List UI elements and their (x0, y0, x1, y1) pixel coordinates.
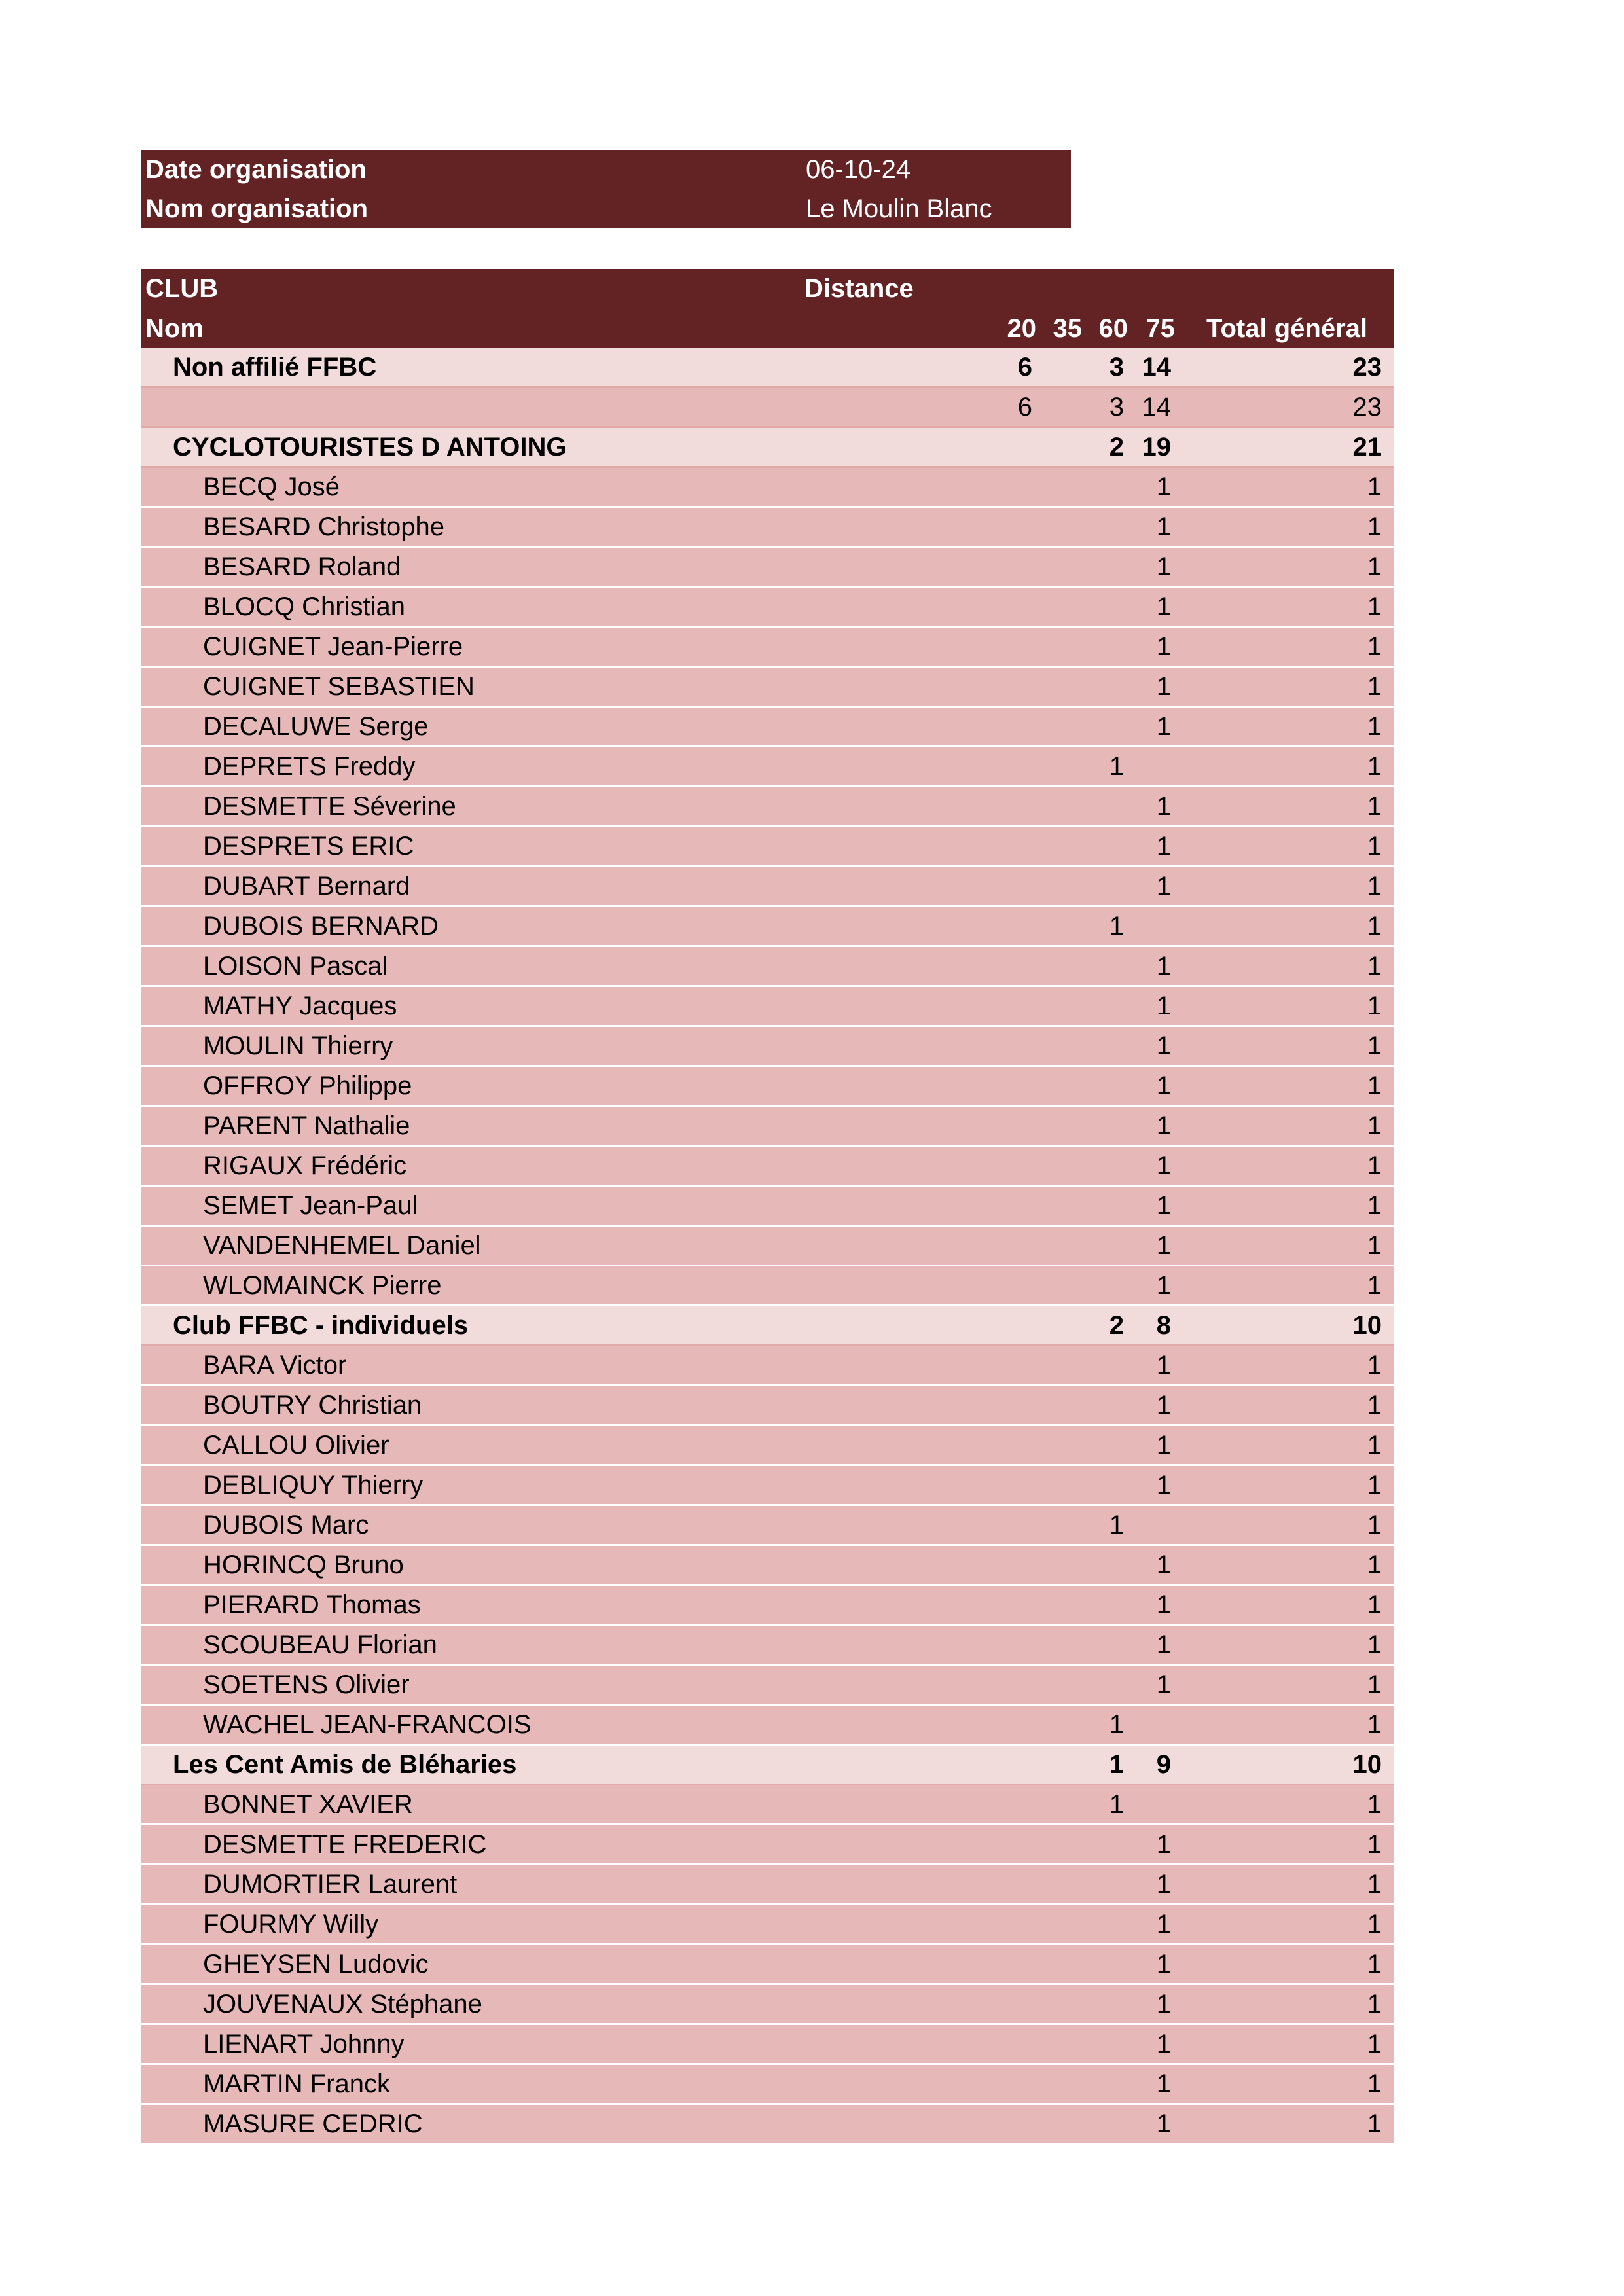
total-cell: 1 (1367, 1949, 1382, 1979)
total-cell: 1 (1367, 632, 1382, 661)
participants-table (141, 269, 1394, 2145)
row-name: DUMORTIER Laurent (203, 1869, 458, 1899)
table-row (141, 1945, 1394, 1985)
distance-75-cell: 1 (1156, 672, 1171, 701)
organisation-name-row (141, 189, 1071, 228)
distance-75-cell: 1 (1156, 552, 1171, 581)
row-name: MARTIN Franck (203, 2069, 390, 2098)
table-row (141, 1067, 1394, 1107)
table-row (141, 668, 1394, 708)
total-cell: 1 (1367, 512, 1382, 541)
total-cell: 1 (1367, 1789, 1382, 1819)
distance-75-header: 75 (1146, 314, 1175, 343)
total-cell: 1 (1367, 1510, 1382, 1539)
row-name: MASURE CEDRIC (203, 2109, 423, 2138)
club-header: CLUB (145, 274, 219, 303)
distance-75-cell: 1 (1156, 871, 1171, 901)
table-row (141, 787, 1394, 827)
club-row (141, 1746, 1394, 1785)
total-cell: 1 (1367, 1111, 1382, 1140)
distance-75-cell: 1 (1156, 2029, 1171, 2058)
club-row (141, 428, 1394, 468)
total-cell: 1 (1367, 1390, 1382, 1420)
table-row (141, 388, 1394, 428)
distance-75-cell: 1 (1156, 711, 1171, 741)
total-cell: 1 (1367, 1989, 1382, 2018)
distance-20-header: 20 (1007, 314, 1036, 343)
row-name: Non affilié FFBC (173, 352, 377, 382)
total-cell: 1 (1367, 1031, 1382, 1060)
total-cell: 1 (1367, 672, 1382, 701)
table-row (141, 867, 1394, 907)
row-name: CUIGNET SEBASTIEN (203, 672, 475, 701)
total-cell: 1 (1367, 1670, 1382, 1699)
organisation-info (141, 150, 1071, 228)
distance-20-cell: 6 (1017, 392, 1032, 422)
table-row (141, 1626, 1394, 1666)
distance-75-cell: 1 (1156, 951, 1171, 980)
table-row (141, 1346, 1394, 1386)
distance-75-cell: 1 (1156, 1230, 1171, 1260)
row-name: CUIGNET Jean-Pierre (203, 632, 463, 661)
row-name: DUBOIS BERNARD (203, 911, 439, 941)
distance-75-cell: 1 (1156, 1390, 1171, 1420)
row-name: GHEYSEN Ludovic (203, 1949, 429, 1979)
table-row (141, 947, 1394, 987)
total-cell: 1 (1367, 871, 1382, 901)
table-row (141, 708, 1394, 747)
distance-75-cell: 14 (1142, 352, 1171, 382)
distance-60-cell: 3 (1109, 392, 1124, 422)
distance-75-cell: 1 (1156, 1949, 1171, 1979)
total-cell: 1 (1367, 911, 1382, 941)
distance-60-cell: 1 (1109, 1710, 1124, 1739)
table-row (141, 588, 1394, 628)
nom-header: Nom (145, 314, 204, 343)
table-row (141, 1107, 1394, 1147)
total-cell: 1 (1367, 991, 1382, 1020)
distance-75-cell: 1 (1156, 1031, 1171, 1060)
total-header: Total général (1206, 314, 1367, 343)
distance-60-cell: 1 (1109, 1749, 1124, 1779)
row-name: BECQ José (203, 472, 340, 501)
row-name: LIENART Johnny (203, 2029, 405, 2058)
total-cell: 23 (1352, 392, 1382, 422)
table-row (141, 1386, 1394, 1426)
distance-75-cell: 9 (1156, 1749, 1171, 1779)
row-name: FOURMY Willy (203, 1909, 379, 1939)
distance-75-cell: 1 (1156, 831, 1171, 861)
distance-60-cell: 1 (1109, 1789, 1124, 1819)
total-cell: 1 (1367, 1191, 1382, 1220)
table-row (141, 1706, 1394, 1746)
table-row (141, 1865, 1394, 1905)
row-name: DEPRETS Freddy (203, 751, 416, 781)
table-row (141, 1785, 1394, 1825)
distance-75-cell: 1 (1156, 1111, 1171, 1140)
row-name: DUBOIS Marc (203, 1510, 369, 1539)
table-row (141, 1506, 1394, 1546)
row-name: BLOCQ Christian (203, 592, 405, 621)
row-name: MOULIN Thierry (203, 1031, 393, 1060)
total-cell: 1 (1367, 1350, 1382, 1380)
row-name: SOETENS Olivier (203, 1670, 410, 1699)
row-name: LOISON Pascal (203, 951, 388, 980)
row-name: DESMETTE FREDERIC (203, 1829, 487, 1859)
table-row (141, 2025, 1394, 2065)
table-row (141, 747, 1394, 787)
row-name: PIERARD Thomas (203, 1590, 421, 1619)
row-name: DEBLIQUY Thierry (203, 1470, 424, 1499)
total-cell: 23 (1352, 352, 1382, 382)
distance-75-cell: 1 (1156, 472, 1171, 501)
total-cell: 10 (1352, 1749, 1382, 1779)
total-cell: 1 (1367, 472, 1382, 501)
row-name: JOUVENAUX Stéphane (203, 1989, 482, 2018)
table-row (141, 1905, 1394, 1945)
distance-75-cell: 1 (1156, 791, 1171, 821)
distance-75-cell: 1 (1156, 1430, 1171, 1460)
total-cell: 1 (1367, 711, 1382, 741)
date-row (141, 150, 1071, 189)
row-name: VANDENHEMEL Daniel (203, 1230, 481, 1260)
distance-20-cell: 6 (1017, 352, 1032, 382)
club-row (141, 1306, 1394, 1346)
total-cell: 1 (1367, 1071, 1382, 1100)
table-row (141, 1187, 1394, 1227)
row-name: RIGAUX Frédéric (203, 1151, 407, 1180)
organisation-name-value: Le Moulin Blanc (806, 194, 992, 223)
distance-75-cell: 1 (1156, 991, 1171, 1020)
distance-75-cell: 1 (1156, 1071, 1171, 1100)
distance-60-cell: 1 (1109, 1510, 1124, 1539)
table-row (141, 508, 1394, 548)
total-cell: 21 (1352, 432, 1382, 461)
total-cell: 1 (1367, 1270, 1382, 1300)
row-name: DESMETTE Séverine (203, 791, 456, 821)
total-cell: 1 (1367, 1710, 1382, 1739)
table-row (141, 548, 1394, 588)
table-row (141, 907, 1394, 947)
distance-75-cell: 1 (1156, 1191, 1171, 1220)
row-name: Club FFBC - individuels (173, 1310, 469, 1340)
distance-75-cell: 1 (1156, 1869, 1171, 1899)
total-cell: 1 (1367, 592, 1382, 621)
distance-75-cell: 1 (1156, 1470, 1171, 1499)
distance-75-cell: 1 (1156, 1829, 1171, 1859)
table-row (141, 1546, 1394, 1586)
header-row-nom (141, 309, 1394, 348)
row-name: HORINCQ Bruno (203, 1550, 404, 1579)
total-cell: 1 (1367, 751, 1382, 781)
table-body (141, 348, 1394, 2145)
table-row (141, 1426, 1394, 1466)
distance-60-cell: 2 (1109, 1310, 1124, 1340)
row-name: SCOUBEAU Florian (203, 1630, 437, 1659)
date-value: 06-10-24 (806, 154, 911, 184)
table-row (141, 1266, 1394, 1306)
row-name: DUBART Bernard (203, 871, 410, 901)
row-name: OFFROY Philippe (203, 1071, 412, 1100)
table-row (141, 1027, 1394, 1067)
table-row (141, 2105, 1394, 2145)
row-name: BESARD Roland (203, 552, 401, 581)
total-cell: 1 (1367, 1590, 1382, 1619)
distance-60-header: 60 (1098, 314, 1128, 343)
table-row (141, 2065, 1394, 2105)
row-name: DECALUWE Serge (203, 711, 429, 741)
row-name: CYCLOTOURISTES D ANTOING (173, 432, 567, 461)
row-name: PARENT Nathalie (203, 1111, 410, 1140)
row-name: BOUTRY Christian (203, 1390, 422, 1420)
total-cell: 1 (1367, 951, 1382, 980)
total-cell: 1 (1367, 1151, 1382, 1180)
row-name: MATHY Jacques (203, 991, 397, 1020)
total-cell: 1 (1367, 831, 1382, 861)
row-name: SEMET Jean-Paul (203, 1191, 418, 1220)
table-row (141, 827, 1394, 867)
total-cell: 1 (1367, 1829, 1382, 1859)
distance-75-cell: 1 (1156, 1909, 1171, 1939)
total-cell: 1 (1367, 552, 1382, 581)
table-row (141, 1985, 1394, 2025)
distance-75-cell: 1 (1156, 512, 1171, 541)
distance-75-cell: 1 (1156, 1630, 1171, 1659)
total-cell: 1 (1367, 791, 1382, 821)
total-cell: 1 (1367, 2069, 1382, 2098)
row-name: BESARD Christophe (203, 512, 445, 541)
distance-75-cell: 1 (1156, 632, 1171, 661)
distance-60-cell: 1 (1109, 751, 1124, 781)
total-cell: 1 (1367, 1630, 1382, 1659)
total-cell: 1 (1367, 1230, 1382, 1260)
table-row (141, 1466, 1394, 1506)
total-cell: 1 (1367, 2029, 1382, 2058)
distance-75-cell: 1 (1156, 1590, 1171, 1619)
total-cell: 1 (1367, 1909, 1382, 1939)
row-name: CALLOU Olivier (203, 1430, 389, 1460)
table-row (141, 628, 1394, 668)
row-name: WACHEL JEAN-FRANCOIS (203, 1710, 532, 1739)
total-cell: 1 (1367, 1430, 1382, 1460)
distance-75-cell: 1 (1156, 1350, 1171, 1380)
total-cell: 1 (1367, 1869, 1382, 1899)
date-label: Date organisation (145, 154, 367, 184)
distance-75-cell: 1 (1156, 1270, 1171, 1300)
table-row (141, 1586, 1394, 1626)
total-cell: 1 (1367, 2109, 1382, 2138)
row-name: WLOMAINCK Pierre (203, 1270, 442, 1300)
distance-60-cell: 1 (1109, 911, 1124, 941)
total-cell: 1 (1367, 1550, 1382, 1579)
table-row (141, 1825, 1394, 1865)
distance-75-cell: 14 (1142, 392, 1171, 422)
table-row (141, 1666, 1394, 1706)
total-cell: 1 (1367, 1470, 1382, 1499)
club-row (141, 348, 1394, 388)
row-name: BONNET XAVIER (203, 1789, 413, 1819)
row-name: Les Cent Amis de Bléharies (173, 1749, 517, 1779)
table-header (141, 269, 1394, 348)
organisation-name-label: Nom organisation (145, 194, 369, 223)
distance-75-cell: 1 (1156, 1670, 1171, 1699)
distance-60-cell: 3 (1109, 352, 1124, 382)
distance-75-cell: 8 (1156, 1310, 1171, 1340)
distance-header: Distance (804, 274, 914, 303)
header-row-club (141, 269, 1394, 309)
distance-75-cell: 1 (1156, 1989, 1171, 2018)
total-cell: 10 (1352, 1310, 1382, 1340)
distance-60-cell: 2 (1109, 432, 1124, 461)
distance-35-header: 35 (1053, 314, 1082, 343)
distance-75-cell: 1 (1156, 2069, 1171, 2098)
distance-75-cell: 1 (1156, 1550, 1171, 1579)
table-row (141, 987, 1394, 1027)
table-row (141, 1227, 1394, 1266)
row-name: DESPRETS ERIC (203, 831, 414, 861)
distance-75-cell: 19 (1142, 432, 1171, 461)
distance-75-cell: 1 (1156, 592, 1171, 621)
table-row (141, 468, 1394, 508)
distance-75-cell: 1 (1156, 2109, 1171, 2138)
row-name: BARA Victor (203, 1350, 347, 1380)
distance-75-cell: 1 (1156, 1151, 1171, 1180)
table-row (141, 1147, 1394, 1187)
